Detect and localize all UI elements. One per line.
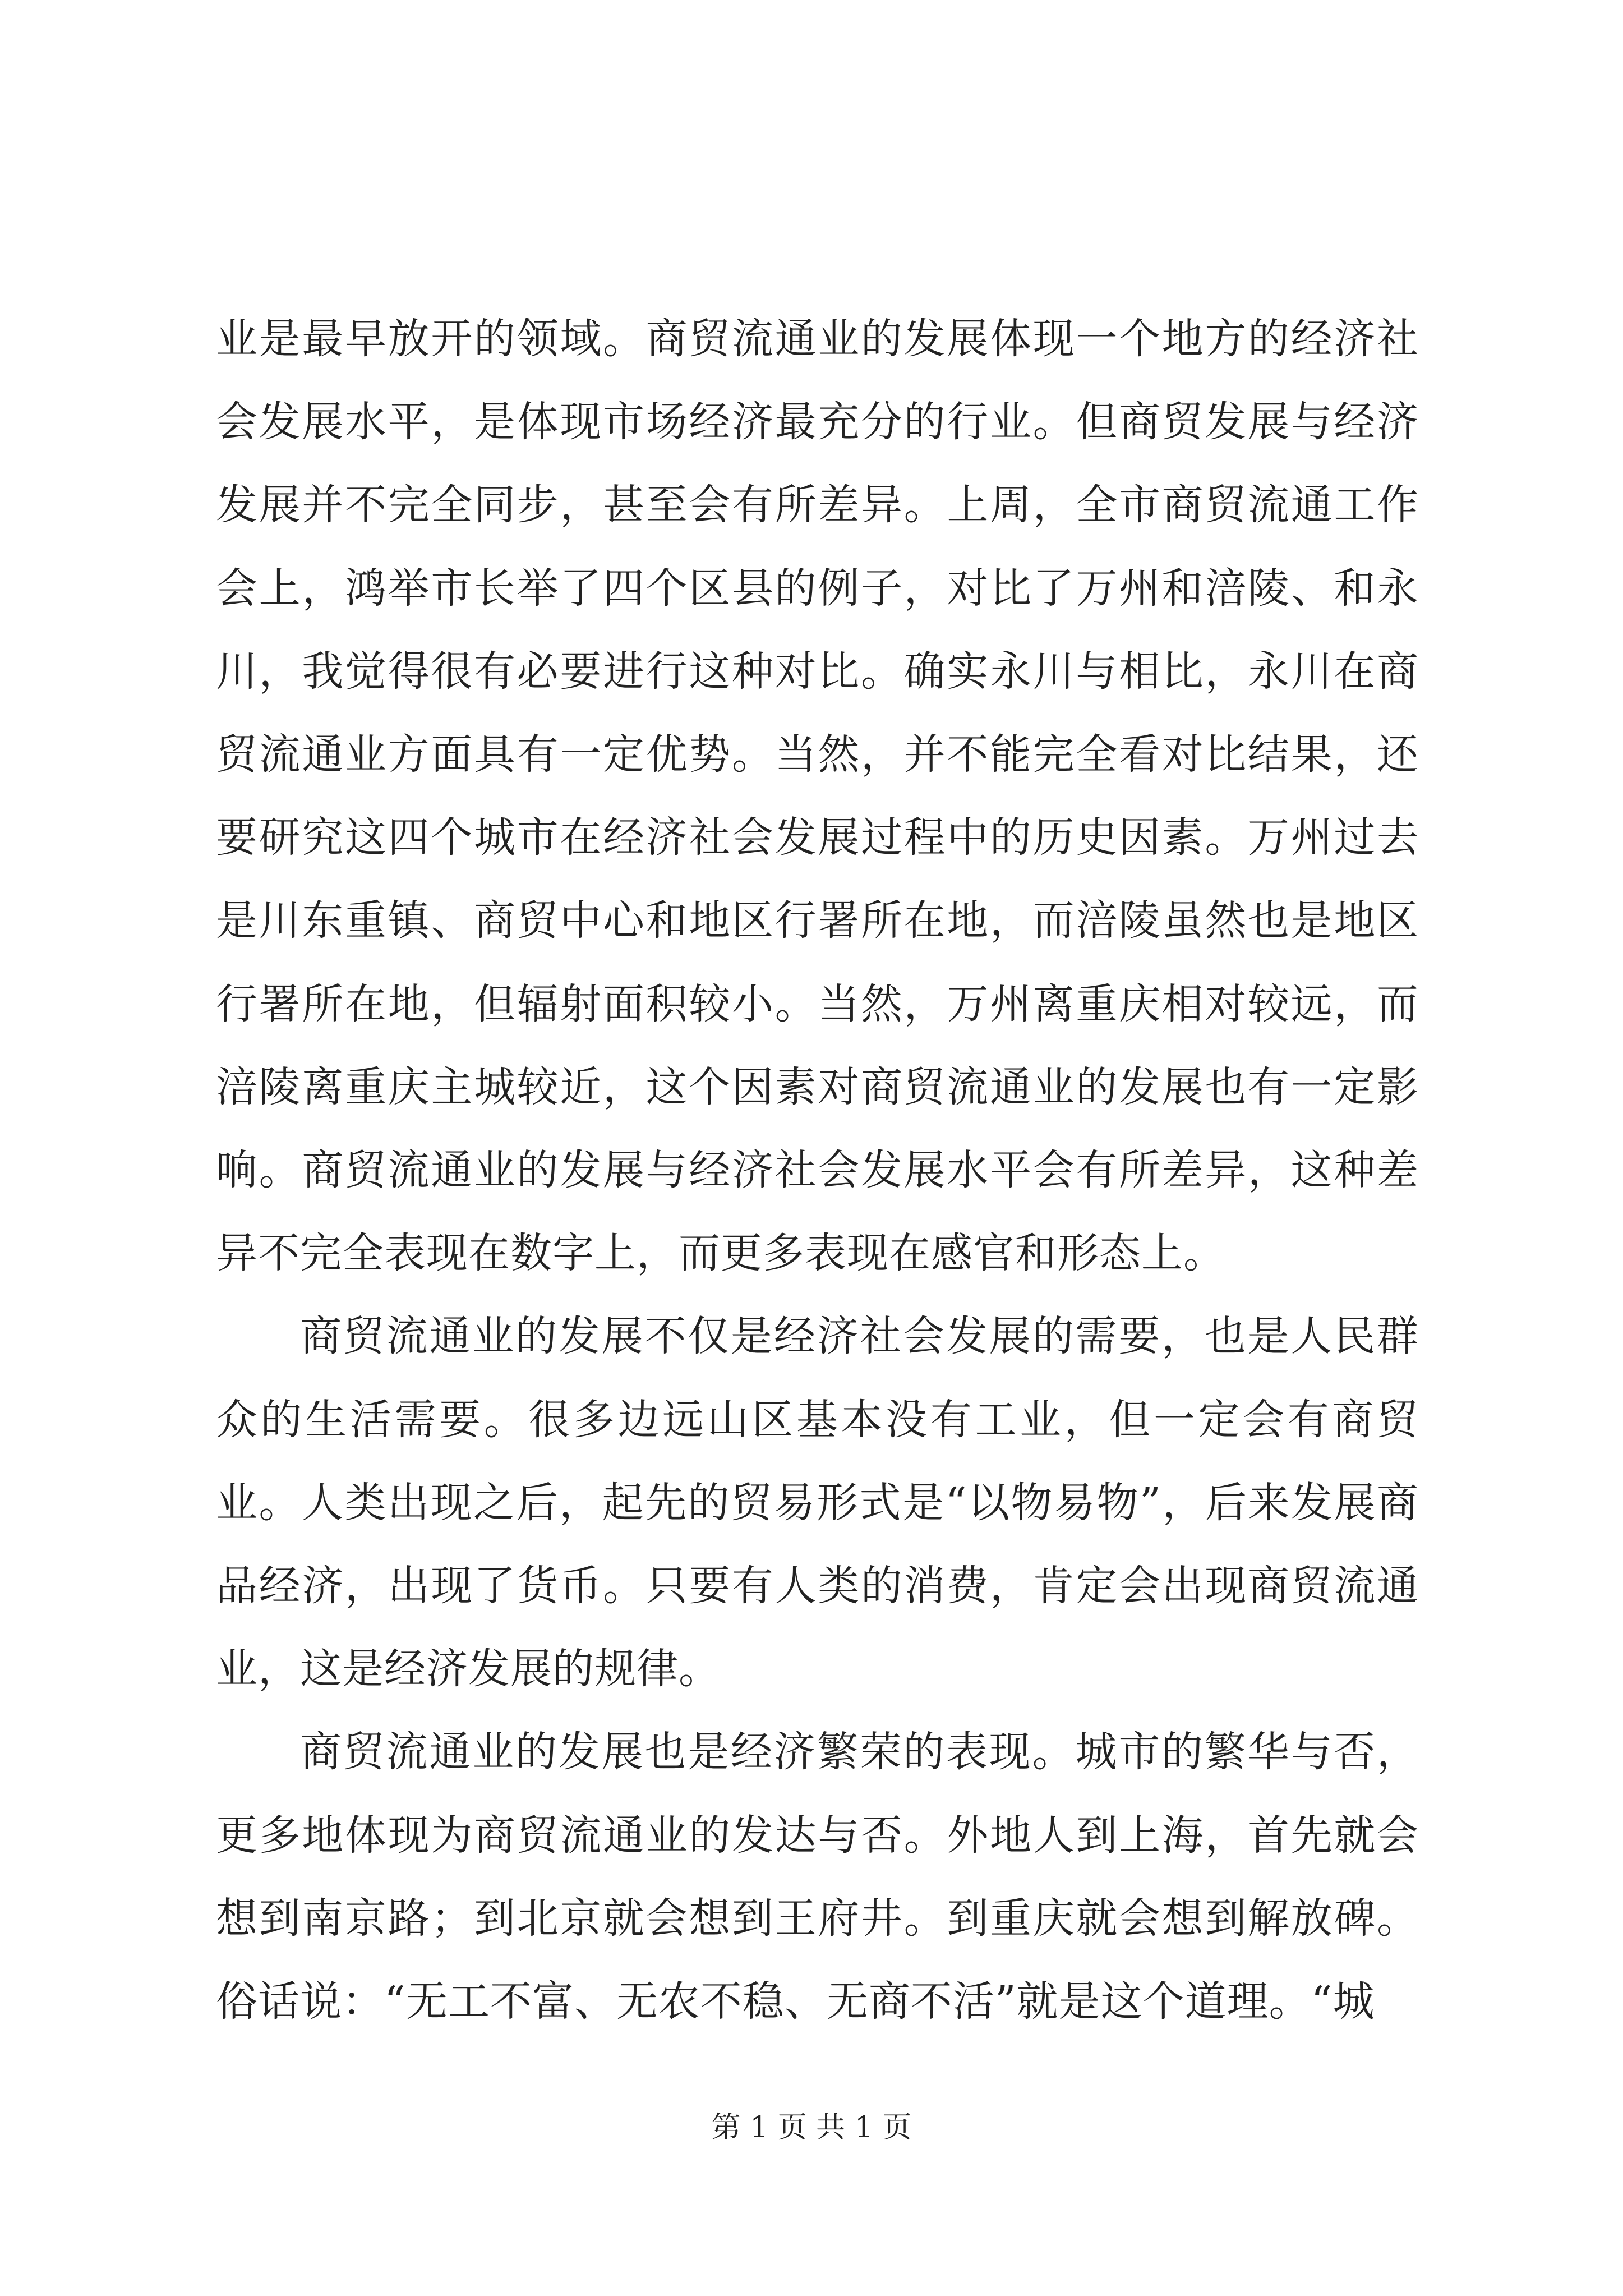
paragraph-1: 业是最早放开的领域。商贸流通业的发展体现一个地方的经济社会发展水平，是体现市场经济最充分的行业。但商贸发展与经济发展并不完全同步，甚至会有所差异。上周，全市商贸流通工作会上，鸿举市长举了四个区县的例子，对比了万州和涪陵、和永川，我觉得很有必要进行这种对比。确实永川与相比，永川在商贸流通业方面具有一定优势。当然，并不能完全看对比结果，还要研究这四个城市在经济社会发展过程中的历史因素。万州过去是川东重镇、商贸中心和地区行署所在地，而涪陵虽然也是地区行署所在地，但辐射面积较小。当然，万州离重庆相对较远，而涪陵离重庆主城较近，这个因素对商贸流通业的发展也有一定影响。商贸流通业的发展与经济社会发展水平会有所差异，这种差异不完全表现在数字上，而更多表现在感官和形态上。 (216, 315, 1419, 1278)
paragraph-3: 商贸流通业的发展也是经济繁荣的表现。城市的繁华与否，更多地体现为商贸流通业的发达与否。外地人到上海，首先就会想到南京路；到北京就会想到王府井。到重庆就会想到解放碑。俗话说：“无工不富、无农不稳、无商不活”就是这个道理。“城 (216, 1728, 1419, 2026)
paragraph-2: 商贸流通业的发展不仅是经济社会发展的需要，也是人民群众的生活需要。很多边远山区基本没有工业，但一定会有商贸业。人类出现之后，起先的贸易形式是“以物易物”，后来发展商品经济，出现了货币。只要有人类的消费，肯定会出现商贸流通业，这是经济发展的规律。 (216, 1312, 1419, 1694)
document-body (216, 297, 1419, 2043)
page-footer: 第 1 页 共 1 页 (711, 2111, 912, 2145)
